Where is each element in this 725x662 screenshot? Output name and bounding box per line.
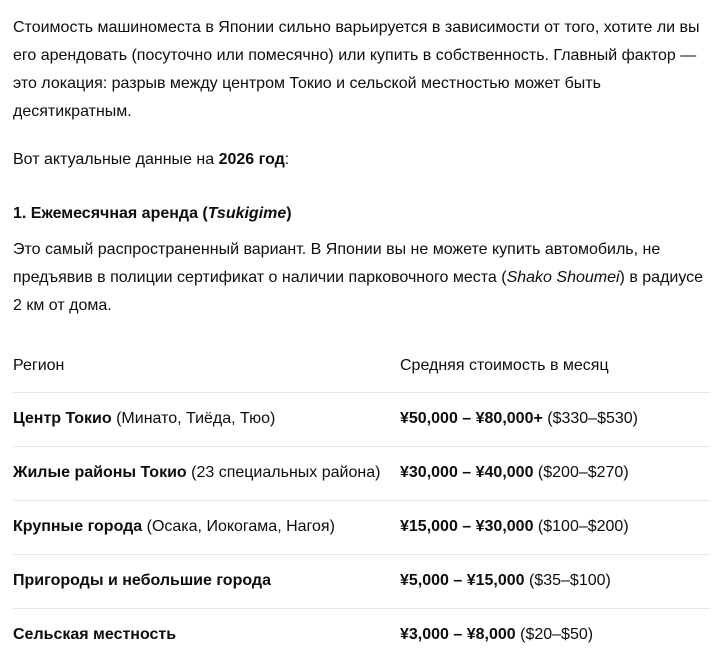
price-usd: ($100–$200) <box>533 518 628 535</box>
region-name: Крупные города <box>13 518 142 535</box>
table-row <box>13 609 710 662</box>
table-row <box>13 555 710 609</box>
price-cell <box>400 447 710 501</box>
region-name: Центр Токио <box>13 410 112 427</box>
intro-paragraph <box>13 14 710 126</box>
region-name: Сельская местность <box>13 626 176 643</box>
price-yen: ¥50,000 – ¥80,000+ <box>400 410 543 427</box>
section-body-paragraph <box>13 236 710 320</box>
section-heading <box>13 200 710 228</box>
price-yen: ¥3,000 – ¥8,000 <box>400 626 516 643</box>
price-usd: ($330–$530) <box>543 410 638 427</box>
price-yen: ¥5,000 – ¥15,000 <box>400 572 525 589</box>
region-name: Жилые районы Токио <box>13 464 187 481</box>
section-heading-post: ) <box>286 205 291 222</box>
section-heading-term: Tsukigime <box>208 205 287 222</box>
column-header-region: Регион <box>13 340 400 393</box>
data-note-post: : <box>285 151 289 168</box>
price-cell <box>400 555 710 609</box>
price-yen: ¥30,000 – ¥40,000 <box>400 464 533 481</box>
price-table <box>13 340 710 662</box>
intro-text: Стоимость машиноместа в Японии сильно варьируется в зависимости от того, хотите ли вы его арендовать (посуточно или помесячно) или купить в собственность. Главный фактор — это локация: разрыв между центром Токио и сельской местностью может быть десятикратным. <box>13 19 700 120</box>
price-cell <box>400 501 710 555</box>
section-body-pre: Это самый распространенный вариант. В Японии вы не можете купить автомобиль, не предъявив в полиции сертификат о наличии парковочного места ( <box>13 241 660 286</box>
region-cell <box>13 609 400 662</box>
region-cell <box>13 501 400 555</box>
region-cell <box>13 447 400 501</box>
section-heading-pre: 1. Ежемесячная аренда ( <box>13 205 208 222</box>
price-cell <box>400 393 710 447</box>
data-note-pre: Вот актуальные данные на <box>13 151 219 168</box>
data-note-paragraph <box>13 146 710 174</box>
region-detail: (Осака, Иокогама, Нагоя) <box>142 518 335 535</box>
section-body-term: Shako Shoumei <box>507 269 620 286</box>
section-body-post: ) в радиусе 2 км от дома. <box>13 269 703 314</box>
data-note-year: 2026 год <box>219 151 285 168</box>
region-cell <box>13 555 400 609</box>
region-cell <box>13 393 400 447</box>
price-usd: ($35–$100) <box>525 572 611 589</box>
table-row <box>13 447 710 501</box>
region-detail: (23 специальных района) <box>187 464 381 481</box>
region-name: Пригороды и небольшие города <box>13 572 271 589</box>
region-detail: (Минато, Тиёда, Тюо) <box>112 410 276 427</box>
price-usd: ($20–$50) <box>516 626 593 643</box>
price-yen: ¥15,000 – ¥30,000 <box>400 518 533 535</box>
table-row <box>13 393 710 447</box>
price-cell <box>400 609 710 662</box>
column-header-price: Средняя стоимость в месяц <box>400 340 710 393</box>
document-content <box>13 14 710 662</box>
table-header-row <box>13 340 710 393</box>
price-usd: ($200–$270) <box>533 464 628 481</box>
table-row <box>13 501 710 555</box>
